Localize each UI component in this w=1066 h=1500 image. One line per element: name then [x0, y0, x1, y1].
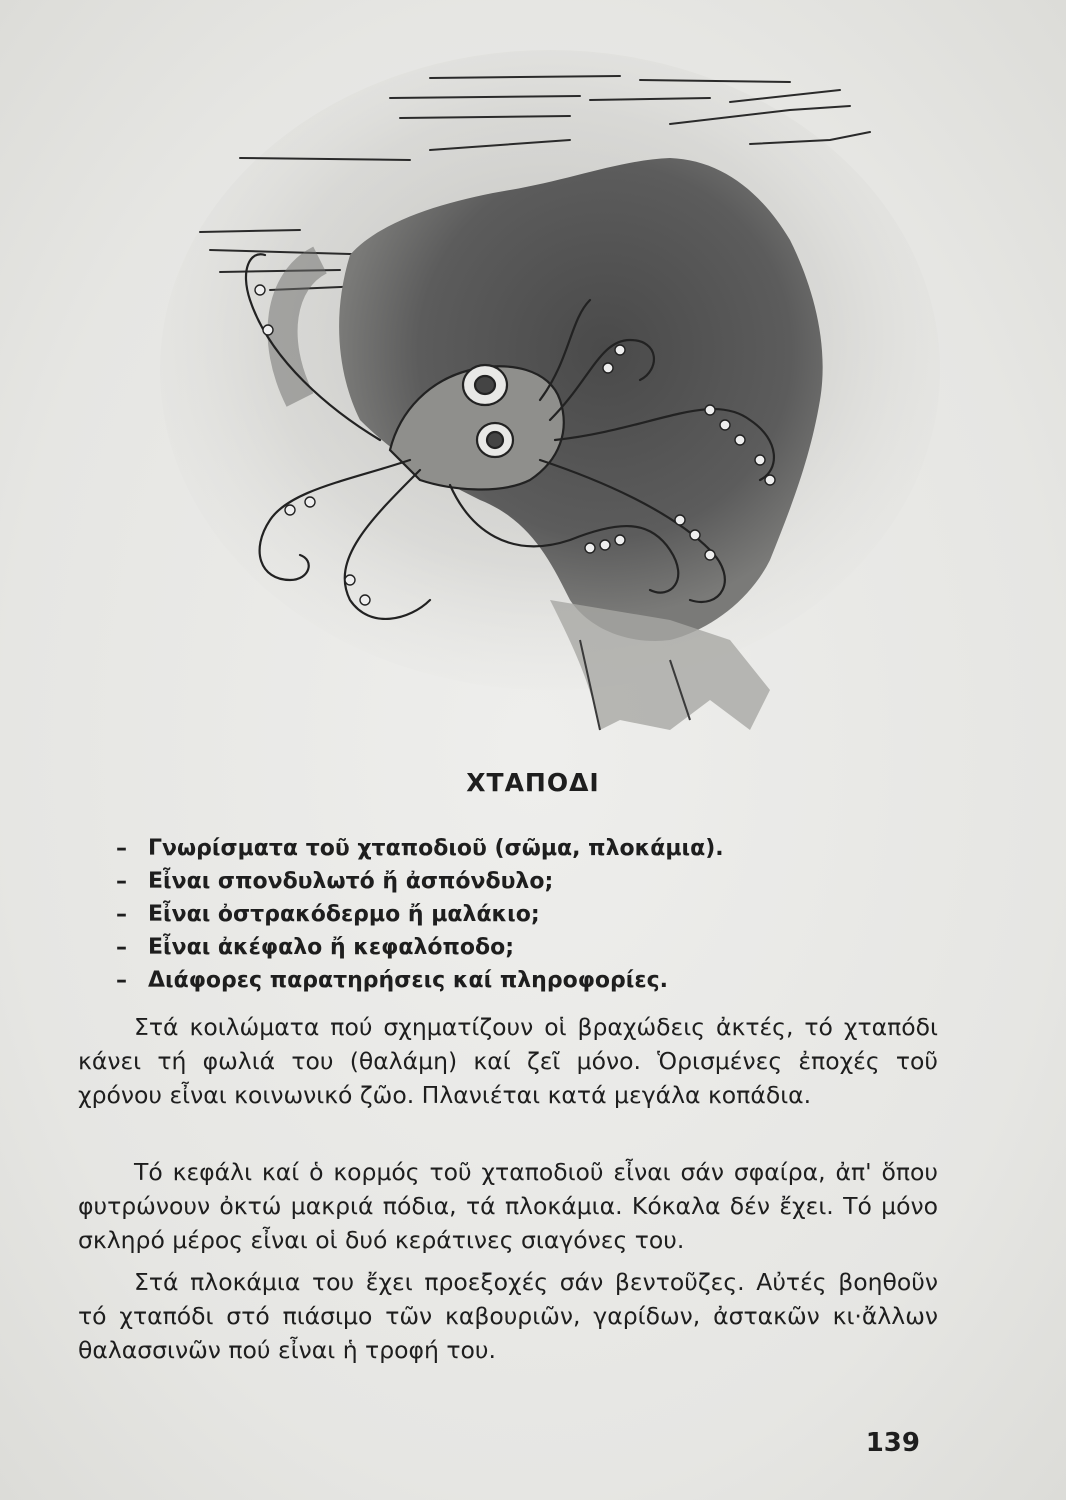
paragraph-anatomy: Τό κεφάλι καί ὁ κορμός τοῦ χταποδιοῦ εἶναι σάν σφαίρα, ἀπ' ὅπου φυτρώνουν ὀκτώ μακριά πόδια, τά πλοκάμια. Κόκαλα δέν ἔχει. Τό μόνο σκληρό μέρος εἶναι οἱ δυό κεράτινες σιαγόνες του. — [78, 1158, 938, 1254]
list-item: – Εἶναι ἀκέφαλο ἤ κεφαλόποδο; — [116, 931, 976, 964]
octopus-illustration — [150, 40, 950, 760]
list-dash: – — [116, 836, 127, 861]
paragraph-feeding: Στά πλοκάμια του ἔχει προεξοχές σάν βεντοῦζες. Αὐτές βοηθοῦν τό χταπόδι στό πιάσιμο τῶν καβουριῶν, γαρίδων, ἀστακῶν κι·ἄλλων θαλασσινῶν πού εἶναι ἡ τροφή του. — [78, 1268, 938, 1364]
list-dash: – — [116, 935, 127, 960]
list-dash: – — [116, 902, 127, 927]
list-item: – Εἶναι σπονδυλωτό ἤ ἀσπόνδυλο; — [116, 865, 976, 898]
list-item: – Εἶναι ὀστρακόδερμο ἤ μαλάκιο; — [116, 898, 976, 931]
illustration-caption: ΧΤΑΠΟΔΙ — [466, 768, 600, 797]
question-list — [116, 832, 976, 997]
list-item: – Διάφορες παρατηρήσεις καί πληροφορίες. — [116, 964, 976, 997]
list-item: – Γνωρίσματα τοῦ χταποδιοῦ (σῶμα, πλοκάμια). — [116, 832, 976, 865]
list-dash: – — [116, 968, 127, 993]
paragraph-habitat: Στά κοιλώματα πού σχηματίζουν οἱ βραχώδεις ἀκτές, τό χταπόδι κάνει τή φωλιά του (θαλάμη) καί ζεῖ μόνο. Ὁρισμένες ἐποχές τοῦ χρόνου εἶναι κοινωνικό ζῶο. Πλανιέται κατά μεγάλα κοπάδια. — [78, 1013, 938, 1109]
list-dash: – — [116, 869, 127, 894]
page-number: 139 — [865, 1428, 920, 1458]
